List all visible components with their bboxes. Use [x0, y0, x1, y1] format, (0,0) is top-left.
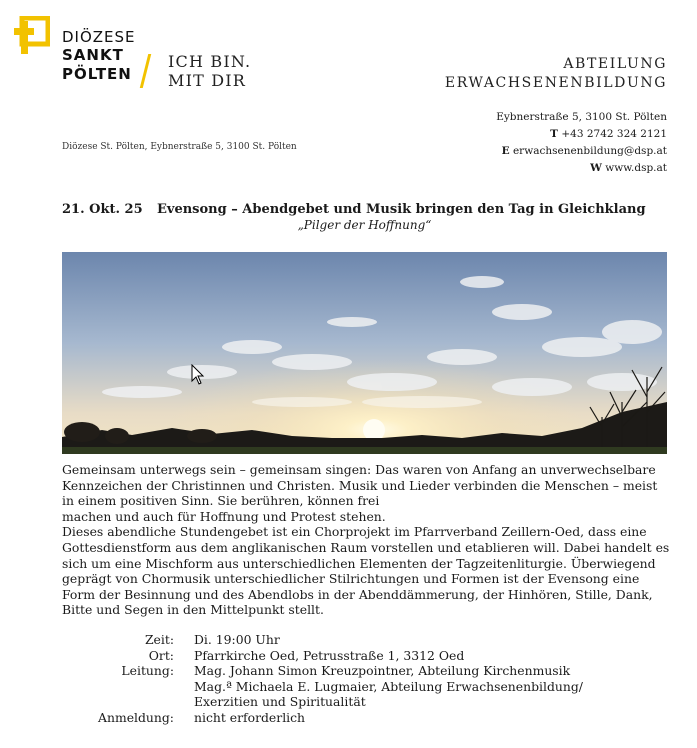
- claim: [168, 52, 251, 90]
- lead-line-3: Exerzitien und Spiritualität: [194, 694, 366, 710]
- sender-line: Diözese St. Pölten, Eybnerstraße 5, 3100 St. Pölten: [62, 142, 297, 152]
- mouse-pointer-icon: [191, 364, 205, 386]
- email-label: E: [501, 145, 510, 157]
- sunset-photo: [62, 252, 667, 454]
- logo-wordmark: [62, 28, 136, 84]
- lead-line-1: Mag. Johann Simon Kreuzpointner, Abteilung Kirchenmusik: [194, 663, 571, 679]
- time-label: Zeit:: [144, 632, 174, 647]
- details-row-time: [62, 632, 594, 648]
- contact-phone: +43 2742 324 2121: [561, 128, 667, 140]
- event-subtitle: „Pilger der Hoffnung“: [297, 218, 432, 232]
- lead-label: Leitung:: [121, 663, 174, 679]
- department-line-2: ERWACHSENENBILDUNG: [444, 75, 667, 91]
- registration-label: Anmeldung:: [98, 709, 174, 725]
- lead-value: [194, 663, 594, 710]
- claim-line-1: ICH BIN.: [168, 52, 252, 71]
- department-heading: [445, 55, 667, 93]
- contact-web[interactable]: www.dsp.at: [605, 162, 667, 174]
- event-headline: [62, 202, 646, 217]
- time-value: Di. 19:00 Uhr: [194, 632, 280, 647]
- event-details: [62, 632, 594, 726]
- registration-value: nicht erforderlich: [194, 709, 306, 725]
- contact-block: [496, 109, 667, 177]
- event-description: [62, 462, 670, 618]
- description-paragraph-1: Gemeinsam unterwegs sein – gemeinsam singen: Das waren von Anfang an unverwechselbare Kennzeichen der Christinnen und Christen. Musik und Lieder verbinden die Menschen – meist in einem positiven Sinn. Sie berühren, können frei: [62, 462, 658, 509]
- details-row-lead: [62, 663, 594, 710]
- details-row-registration: [62, 710, 594, 726]
- place-label: Ort:: [148, 647, 174, 663]
- description-paragraph-3: Dieses abendliche Stundengebet ist ein Chorprojekt im Pfarrverband Zeillern-Oed, dass eine Gottesdienstform aus dem anglikanischen Raum vorstellen und etablieren will. Dabei handelt es sich um eine Mischform aus unterschiedlichen Elementen der Tagzeitenliturgie. Überwiegend geprägt von Chormusik unterschiedlicher Stilrichtungen und Formen ist der Evensong eine Form der Besinnung und des Abendlobs in der Abenddämmerung, der Hinhören, Stille, Dank, Bitte und Segen in den Mittelpunkt stellt.: [62, 524, 670, 618]
- logo-line-1: DIÖZESE: [62, 28, 136, 46]
- web-label: W: [590, 162, 602, 174]
- phone-label: T: [550, 128, 558, 140]
- contact-email[interactable]: erwachsenenbildung@dsp.at: [512, 145, 667, 157]
- lead-line-2: Mag.ª Michaela E. Lugmaier, Abteilung Erwachsenenbildung/: [194, 678, 583, 694]
- details-row-place: [62, 648, 594, 664]
- contact-web-row: [496, 160, 667, 177]
- event-date: 21. Okt. 25: [62, 202, 143, 217]
- contact-address: Eybnerstraße 5, 3100 St. Pölten: [496, 111, 667, 123]
- place-value: Pfarrkirche Oed, Petrusstraße 1, 3312 Oed: [194, 647, 465, 663]
- logo-line-2: SANKT: [62, 46, 124, 64]
- description-paragraph-2: machen und auch für Hoffnung und Protest stehen.: [62, 508, 386, 524]
- contact-phone-row: [496, 126, 667, 143]
- claim-line-2: MIT DIR: [168, 71, 247, 90]
- event-title: Evensong – Abendgebet und Musik bringen den Tag in Gleichklang: [157, 202, 646, 217]
- contact-email-row: [496, 143, 667, 160]
- diocese-logo-icon: [14, 16, 50, 56]
- logo-divider: [140, 54, 151, 88]
- logo-line-3: PÖLTEN: [62, 65, 132, 83]
- department-line-1: ABTEILUNG: [563, 56, 667, 72]
